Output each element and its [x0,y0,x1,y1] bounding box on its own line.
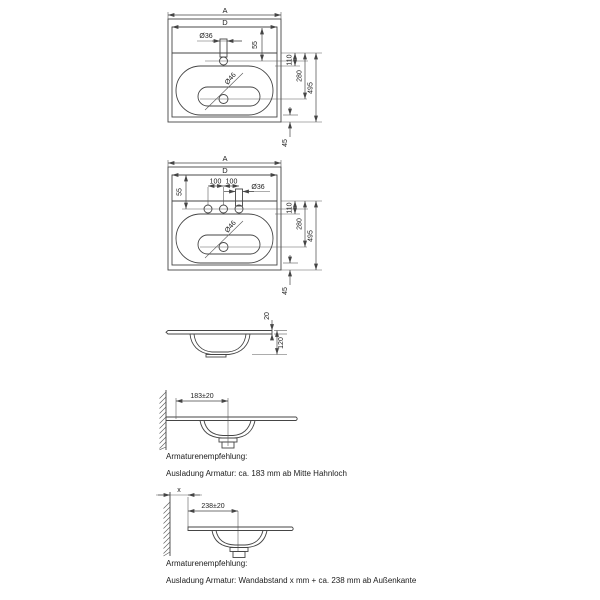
dim-495-label: 495 [307,230,315,242]
drain-body [233,552,245,558]
recommendation-title-183: Armaturenempfehlung: [166,452,248,461]
tap-hole-diameter-label: Ø36 [199,33,213,40]
dim-495-label: 495 [307,82,315,94]
top-view-three-holes [168,154,322,295]
dim-45-label: 45 [282,139,289,147]
drain-diameter-leader [205,221,243,258]
basin-bottom [198,87,260,106]
deck-profile [188,527,293,531]
dim-110-label: 110 [286,202,294,214]
recommendation-title-238: Armaturenempfehlung: [166,559,248,568]
bowl-inner-profile [216,531,263,546]
tap-hole-diameter-label: Ø36 [251,184,265,191]
recommendation-text-183: Ausladung Armatur: ca. 183 mm ab Mitte Hahnloch [166,469,347,478]
tap-hole-slot [220,39,227,57]
projection-dimension-label: 183±20 [190,393,214,400]
bowl-inner-profile [194,334,246,352]
basin-depth-label: 120 [278,337,285,349]
wall-distance-label: x [177,487,181,494]
dim-280-label: 280 [296,218,304,230]
dim-110-label: 110 [286,54,294,66]
deck-profile [166,417,297,421]
inner-width-label: D [222,166,228,175]
bowl-inner-profile [204,421,251,436]
wall-hatching [160,392,167,450]
recommendation-text-238: Ausladung Armatur: Wandabstand x mm + ca. 238 mm ab Außenkante [166,576,417,585]
tap-hole-slot [236,189,243,206]
deck-profile [166,331,272,335]
rim-thickness-label: 20 [264,312,271,320]
counter-outline [168,19,281,122]
installation-view-183 [160,390,298,450]
bowl-outer-profile [190,334,250,355]
hole-spacing-left-label: 100 [209,178,222,186]
drain-fitting [206,355,226,358]
hole-spacing-right-label: 100 [225,178,238,186]
counter-outline [168,167,281,270]
width-label: A [222,154,228,163]
drain-diameter-leader [205,73,243,110]
inner-width-label: D [222,18,228,27]
drain-diameter-label: Ø46 [223,71,238,87]
drain-flange [230,548,248,552]
dim-45-label: 45 [282,287,289,295]
basin-bottom [198,235,260,254]
drain-diameter-label: Ø46 [223,219,238,235]
projection-dimension-label: 238±20 [201,503,225,510]
side-profile [166,312,287,357]
installation-view-238 [156,487,293,558]
dim-280-label: 280 [296,70,304,82]
hole-offset-label: 55 [252,41,259,49]
width-label: A [222,6,228,15]
hole-offset-label: 55 [176,188,184,196]
wall-hatching [164,502,171,556]
top-view-single-hole [168,6,322,147]
